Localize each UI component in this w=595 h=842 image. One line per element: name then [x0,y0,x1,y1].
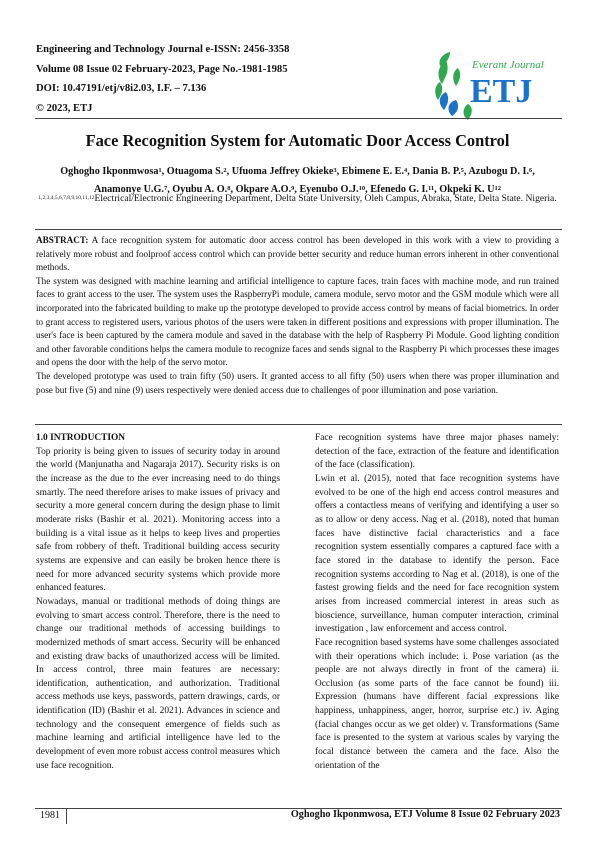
author-name: Azubogu D. I. [468,166,530,177]
right-column [315,432,559,773]
header-divider [35,118,562,119]
abstract-top-rule [35,229,562,230]
author-sup: 6 [529,167,533,174]
author-name: Ufuoma Jeffrey Okieke [231,166,334,177]
paper-title: Face Recognition System for Automatic Door Access Control [85,131,510,150]
author-sup: 10 [358,185,366,192]
author-sup: 9 [291,185,295,192]
paragraph: Nowadays, manual or traditional methods of doing things are evolving to smart access control. Therefore, there is the need to change our traditional methods of accessing buildings to modernized methods of smart access. Security will be enhanced and existing draw backs of unauthorized access will be limited. In access control, three main features are necessary: identification, authentication, and authorization. Traditional access methods use keys, passwords, pattern drawings, cards, or identification (ID) (Bashir et al. 2021). Advances in science and technology and the consequent emergence of fields such as machine learning and artificial intelligence have led to the development of even more robust access control measures which use face recognition. [36,596,280,771]
paragraph: Lwin et al. (2015), noted that face recognition systems have evolved to be one of the high end access control measures and offers a contactless means of verifying and identifying a user so as to allow or deny access. Nag et al. (2018), noted that human faces have distinctive facial characteristics and a face recognition system essentially compares a captured face with a face stored in the database to identify the person. Face recognition systems according to Nag et al. (2018), is one of the fastest growing fields and the need for face recognition system arises from increased commercial interest in areas such as bioscience, surveillance, human computer interaction, criminal investigation , law enforcement and access control. [315,473,559,635]
affiliation [36,192,559,206]
author-name: Dania B. P. [412,166,461,177]
logo-caption: Everant Journal [472,59,544,71]
author-sup: 11 [427,185,435,192]
affiliation-sup: 1,2,3,4,5,6,7,8,9,10,11,12 [38,195,95,201]
abstract-p1: ABSTRACT: A face recognition system for automatic door access control has been developed in this work with a view to providing a relatively more robust and foolproof access control which can provide better security and reduce human errors inherent in other conventional methods. [36,235,559,273]
journal-volume: Volume 08 Issue 02 February-2023, Page No.-1981-1985 [36,63,288,75]
page-number: 1981 [35,808,67,824]
abstract-label: ABSTRACT: [36,235,89,245]
affiliation-text: Electrical/Electronic Engineering Department, Delta State University, Oleh Campus, Abraka, State, Delta State. Nigeria. [94,193,557,204]
author-sup: 5 [460,167,464,174]
logo-leaf [440,92,448,110]
journal-header [36,40,366,118]
author-sup: 2 [223,167,227,174]
logo-leaf [449,100,459,116]
author-sup: 7 [163,185,168,192]
author-name: Efenedo G. I. [370,184,428,195]
author-name: Ebimene E. E. [341,166,404,177]
author-name: Eyenubo O.J. [299,184,359,195]
abstract-p2: The system was designed with machine learning and artificial intelligence to capture faces, train faces with machine mode, and run trained faces to grant access to the user. The system uses the RaspberryPi module, camera module, servo motor and the GSM module which were all incorporated into the fabricated building to make up the prototype developed to provide access control by means of facial biometrics. In order to grant access to registered users, various photos of the users were taken in different positions and expressions with proper illumination. The user's face is been captured by the camera module and saved in the database with the help of Raspberry Pi Module. Good lighting condition and other favorable conditions helps the camera module to recognize faces and sends signal to the Raspberry Pi which processes these images and opens the door with the help of the servo motor. [36,275,559,368]
journal-issn: Engineering and Technology Journal e-ISSN: 2456-3358 [36,44,290,55]
journal-copyright: © 2023, ETJ [36,102,93,114]
author-sup: 3 [333,167,337,174]
paragraph: Face recognition based systems have some challenges associated with their operations which include: i. Pose variation (as the people are not always directly in front of the camera) ii. Occlusion (as some parts of the face cannot be found) iii. Expression (humans have different facial expressions like happiness, unhappiness, anger, horror, surprise etc.) iv. Aging (facial changes occur as we get older) v. Transformations (Same face is presented to the system at various scales by varying the focal distance between the camera and the face. Also the orientation of the [315,637,559,771]
abstract [36,234,559,397]
footer-citation: Oghogho Ikponmwosa, ETJ Volume 8 Issue 02 February 2023 [290,809,560,820]
author-name: Anamonye U.G. [94,184,164,195]
author-name: Oghogho Ikponmwosa [60,166,159,177]
logo-letters: ETJ [470,73,533,110]
paragraph: Top priority is being given to issues of security today in around the world (Manjunatha and Nagaraja 2017). Security risks is on the increase as the due to the ever increasing need to do things smartly. The need therefore arises to make issues of privacy and security a more general concern during the design phase to limit moderate risks (Bashir et al. 2021). Monitoring access into a building is a vital issue as it helps to keep lives and properties safe from robbery of theft. Traditional building access security systems are expensive and can easily be broken hence there is need for more advanced security systems which provide more enhanced features. [36,446,280,594]
author-sup: 8 [227,185,231,192]
abstract-p3: The developed prototype was used to train fifty (50) users. It granted access to all fifty (50) users when there was proper illumination and pose but five (5) and nine (9) users respectively were denied access due to challenges of poor illumination and pose variation. [36,370,559,395]
author-name: Okpare A.O. [235,184,292,195]
author-name: Oyubu A. O. [172,184,228,195]
author-name: Okpeki K. U [439,184,495,195]
author-sup: 12 [494,185,501,192]
author-list: Oghogho Ikponmwosa$^1$, Otuagoma S.$^2$, Ufuoma Jeffrey Okieke$^3$, Ebimene E. E.$^4$, Dania B. P.$^5$, Azubogu D. I.$^6$, Anamonye U.G.$^7$, Oyubu A. O.$^8$, Okpare A.O.$^9$, Eyenubo O.J.$^{10}$, Efenedo G. I.$^{11}$, Okpeki K. $U^{12}$ [60,166,535,195]
journal-doi: DOI: 10.47191/etj/v8i2.03, I.F. – 7.136 [36,83,207,94]
left-column [36,432,280,773]
author-sup: 1 [158,167,162,174]
abstract-bottom-rule [35,424,562,425]
logo-leaf [453,68,460,86]
author-name: Otuagoma S. [166,166,224,177]
etj-logo [432,46,558,120]
section-heading: 1.0 INTRODUCTION [36,433,126,443]
author-sup: 4 [404,167,408,174]
paragraph: Face recognition systems have three major phases namely: detection of the face, extraction of the feature and identification of the face (classification). [315,433,559,471]
